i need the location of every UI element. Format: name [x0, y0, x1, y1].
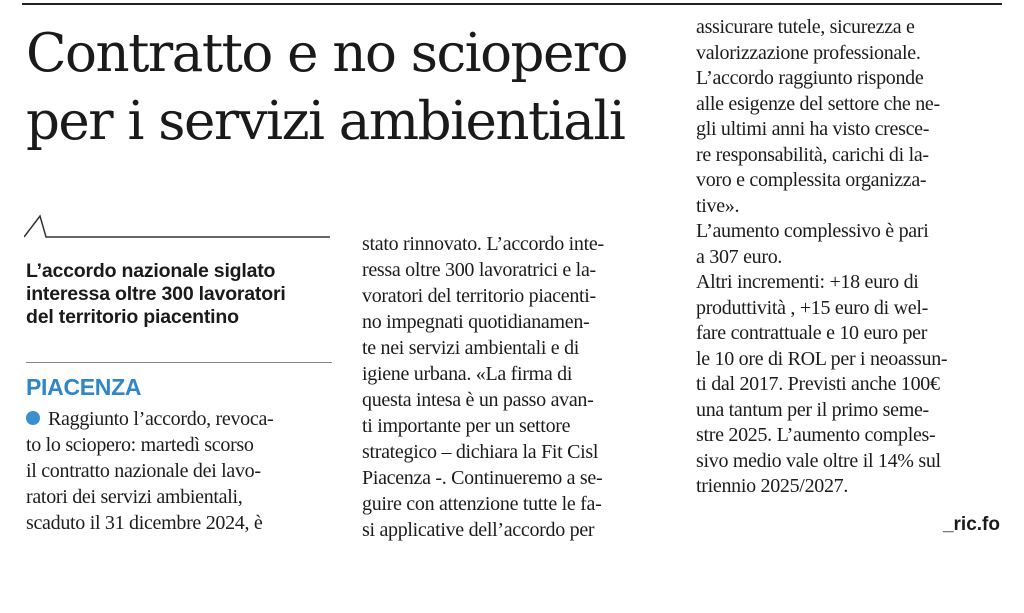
bullet-dot-icon	[26, 411, 40, 425]
text-line: ti dal 2017. Previsti anche 100€	[696, 373, 940, 395]
text-line: guire con attenzione tutte le fa-	[362, 493, 602, 515]
text-line: valorizzazione professionale.	[696, 41, 921, 64]
article-column-2	[362, 231, 672, 543]
text-line: alle esigenze del settore che ne-	[696, 92, 940, 115]
text-line: le 10 ore di ROL per i neoassun-	[696, 347, 948, 370]
text-line: voro e complessita organizza-	[696, 169, 927, 191]
subhead-line: L’accordo nazionale siglato	[26, 260, 276, 282]
text-line: questa intesa è un passo avan-	[362, 389, 594, 411]
text-line: L’accordo raggiunto risponde	[696, 67, 924, 89]
subheadline	[26, 260, 336, 329]
text-line: gli ultimi anni ha visto cresce-	[696, 118, 930, 140]
text-line: tive».	[696, 194, 740, 217]
top-rule	[22, 3, 1002, 5]
headline-line-2: per i servizi ambientiali	[26, 91, 625, 152]
headline	[26, 20, 676, 156]
text-line: scaduto il 31 dicembre 2024, è	[26, 512, 263, 534]
text-line: stre 2025. L’aumento comples-	[696, 424, 936, 446]
divider	[26, 362, 332, 363]
text-line: voratori del territorio piacenti-	[362, 285, 596, 307]
text-line: sivo medio vale oltre il 14% sul	[696, 449, 941, 472]
text-line: te nei servizi ambientali e di	[362, 337, 580, 359]
text-line: Piacenza -. Continueremo a se-	[362, 467, 603, 489]
subhead-line: del territorio piacentino	[26, 306, 239, 328]
text-line: stato rinnovato. L’accordo inte-	[362, 233, 604, 255]
text-line: ratori dei servizi ambientali,	[26, 486, 243, 508]
text-line: igiene urbana. «La firma di	[362, 363, 573, 385]
dateline: PIACENZA	[26, 374, 142, 400]
text-line: fare contrattuale e 10 euro per	[696, 322, 928, 344]
text-line: ti importante per un settore	[362, 415, 571, 437]
article-column-3	[696, 14, 1006, 499]
text-line: to lo sciopero: martedì scorso	[26, 434, 254, 456]
subhead-line: interessa oltre 300 lavoratori	[26, 283, 286, 305]
article-column-1	[26, 406, 336, 536]
text-line: produttività , +15 euro di wel-	[696, 296, 928, 319]
text-line: ressa oltre 300 lavoratrici e la-	[362, 259, 596, 281]
text-line: il contratto nazionale dei lavo-	[26, 460, 261, 482]
text-line: triennio 2025/2027.	[696, 475, 849, 497]
text-line: no impegnati quotidianamen-	[362, 311, 590, 333]
decorative-line-icon	[24, 214, 330, 238]
headline-line-1: Contratto e no sciopero	[26, 23, 628, 84]
text-line: una tantum per il primo seme-	[696, 398, 929, 421]
text-line: L’aumento complessivo è pari	[696, 220, 929, 242]
author-signature: _ric.fo	[942, 514, 1000, 535]
text-line: a 307 euro.	[696, 245, 783, 268]
text-line	[26, 406, 336, 432]
text-line-content: Raggiunto l’accordo, revoca-	[48, 408, 274, 430]
text-line: Altri incrementi: +18 euro di	[696, 271, 919, 293]
text-line: strategico – dichiara la Fit Cisl	[362, 441, 599, 463]
text-line: assicurare tutele, sicurezza e	[696, 16, 915, 38]
text-line: re responsabilità, carichi di la-	[696, 143, 929, 166]
text-line: si applicative dell’accordo per	[362, 519, 595, 541]
